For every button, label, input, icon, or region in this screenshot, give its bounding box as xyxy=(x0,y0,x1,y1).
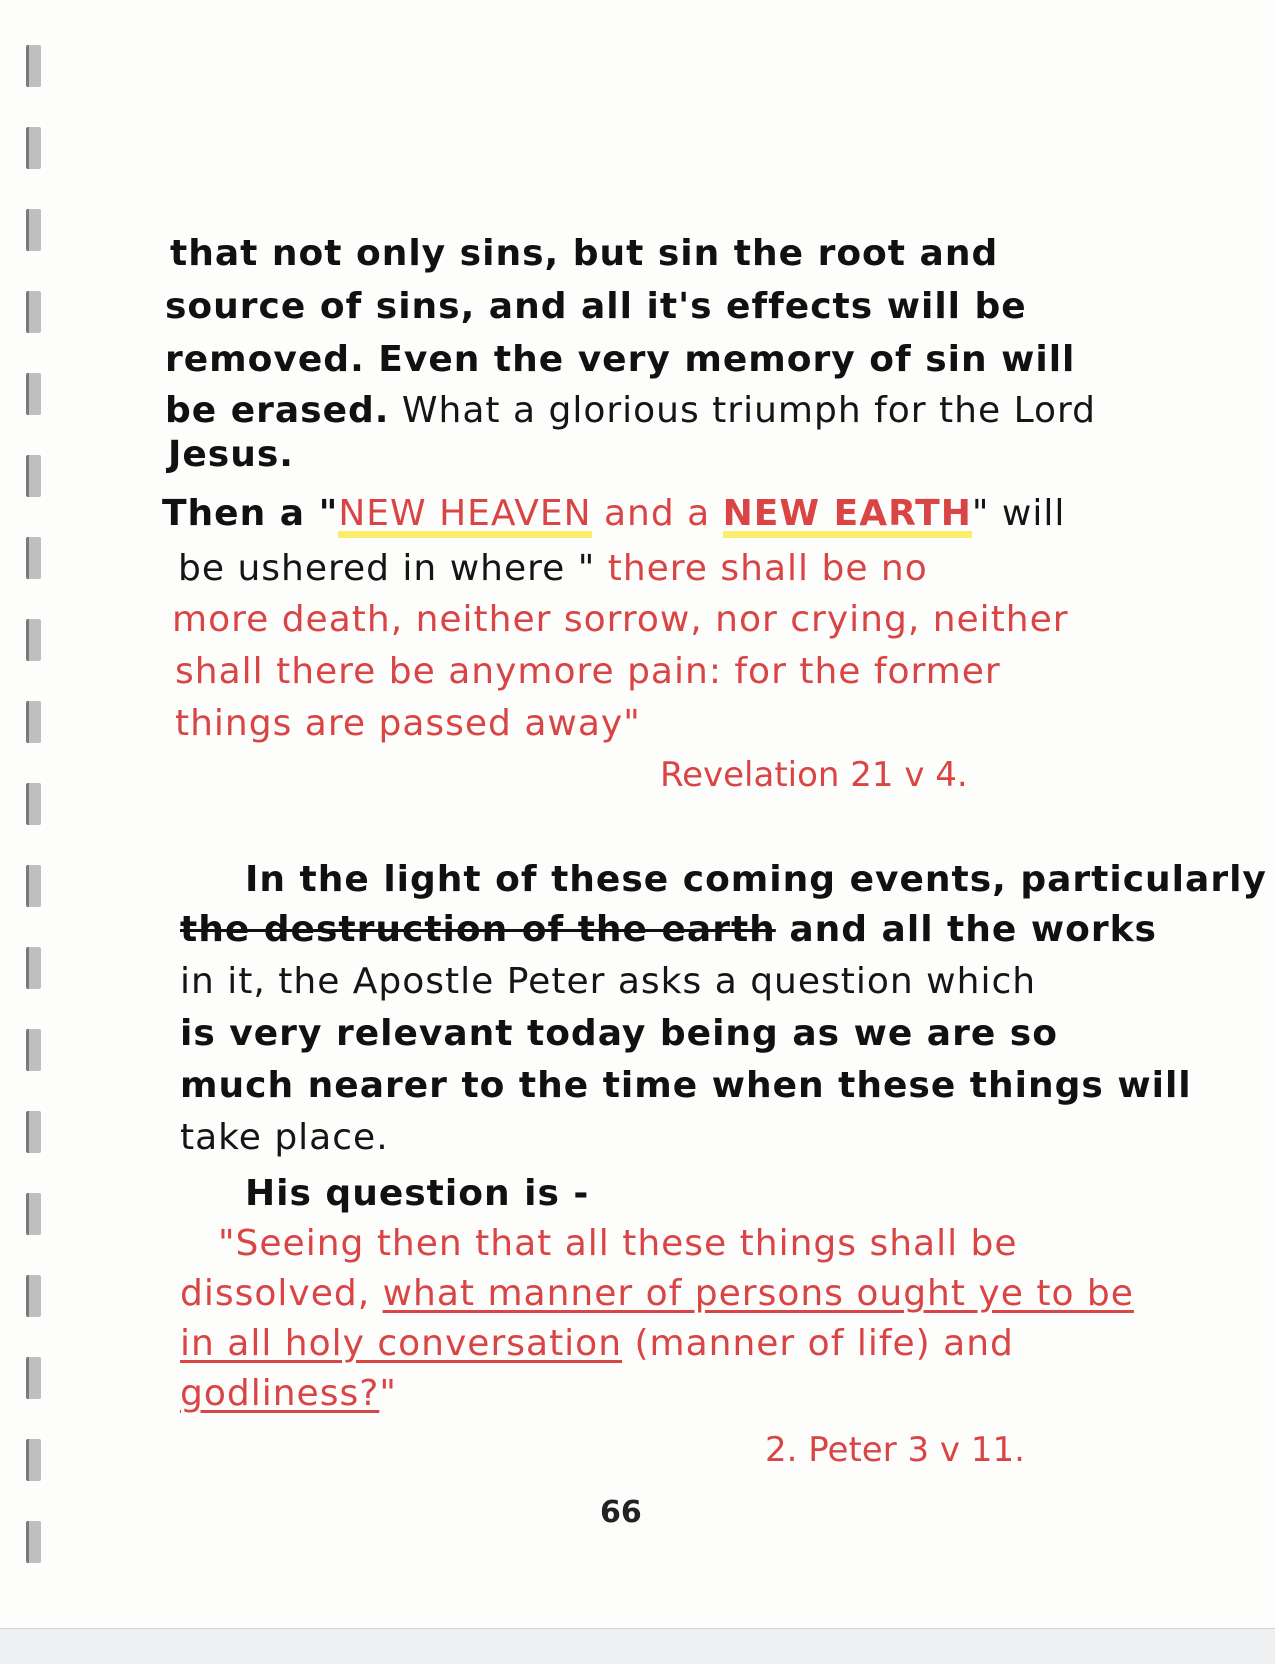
spiral-binding-holes xyxy=(14,40,44,1640)
binding-hole xyxy=(26,1111,41,1153)
text-segment: the destruction of the earth xyxy=(180,909,776,950)
binding-hole xyxy=(26,619,41,661)
binding-hole xyxy=(26,291,41,333)
text-line: removed. Even the very memory of sin will xyxy=(165,339,1076,380)
binding-hole xyxy=(26,1275,41,1317)
text-line: that not only sins, but sin the root and xyxy=(170,233,999,274)
text-line: much nearer to the time when these things will xyxy=(180,1065,1192,1106)
text-segment: there shall be no xyxy=(595,548,928,589)
text-line: Jesus. xyxy=(168,434,294,475)
text-segment: " xyxy=(379,1373,397,1414)
text-line: In the light of these coming events, particularly xyxy=(245,859,1267,900)
page-number: 66 xyxy=(600,1495,642,1530)
text-line xyxy=(165,389,1096,433)
underlined-phrase: godliness? xyxy=(180,1373,380,1414)
highlighted-phrase: NEW EARTH xyxy=(723,493,972,538)
text-line: things are passed away" xyxy=(175,703,641,744)
binding-hole xyxy=(26,45,41,87)
text-segment: be erased. xyxy=(165,390,390,431)
highlighted-phrase: NEW HEAVEN xyxy=(338,493,591,538)
text-line: take place. xyxy=(180,1117,389,1158)
page-bottom-edge xyxy=(0,1628,1275,1664)
binding-hole xyxy=(26,127,41,169)
scripture-reference: Revelation 21 v 4. xyxy=(660,755,968,795)
text-line xyxy=(162,492,1065,536)
binding-hole xyxy=(26,865,41,907)
binding-hole xyxy=(26,455,41,497)
text-segment: and all the works xyxy=(775,909,1157,950)
text-segment: What a glorious triumph for the Lord xyxy=(389,390,1097,431)
text-segment: be ushered in where " xyxy=(178,548,596,589)
text-line: His question is - xyxy=(245,1173,590,1214)
text-line xyxy=(180,1272,1134,1316)
binding-hole xyxy=(26,947,41,989)
text-segment: and a xyxy=(591,493,723,534)
text-line xyxy=(180,1322,1014,1366)
text-line: in it, the Apostle Peter asks a question which xyxy=(180,961,1037,1002)
binding-hole xyxy=(26,1357,41,1399)
text-line: "Seeing then that all these things shall be xyxy=(218,1223,1018,1264)
text-line: shall there be anymore pain: for the former xyxy=(175,651,1001,692)
binding-hole xyxy=(26,1193,41,1235)
binding-hole xyxy=(26,701,41,743)
text-segment: dissolved, xyxy=(180,1273,383,1314)
binding-hole xyxy=(26,1029,41,1071)
text-segment: Then a " xyxy=(162,493,339,534)
text-line xyxy=(178,547,928,591)
text-line xyxy=(180,908,1157,952)
underlined-phrase: what manner of persons ought ye to be xyxy=(382,1273,1134,1314)
binding-hole xyxy=(26,783,41,825)
text-line: is very relevant today being as we are so xyxy=(180,1013,1058,1054)
binding-hole xyxy=(26,373,41,415)
text-line: source of sins, and all it's effects will be xyxy=(165,286,1027,327)
binding-hole xyxy=(26,209,41,251)
text-line xyxy=(180,1372,397,1416)
binding-hole xyxy=(26,1439,41,1481)
text-line: more death, neither sorrow, nor crying, neither xyxy=(172,599,1069,640)
text-segment: " will xyxy=(971,493,1066,534)
binding-hole xyxy=(26,537,41,579)
scripture-reference: 2. Peter 3 v 11. xyxy=(765,1430,1025,1470)
underlined-phrase: in all holy conversation xyxy=(180,1323,623,1364)
binding-hole xyxy=(26,1521,41,1563)
text-segment: (manner of life) and xyxy=(622,1323,1014,1364)
